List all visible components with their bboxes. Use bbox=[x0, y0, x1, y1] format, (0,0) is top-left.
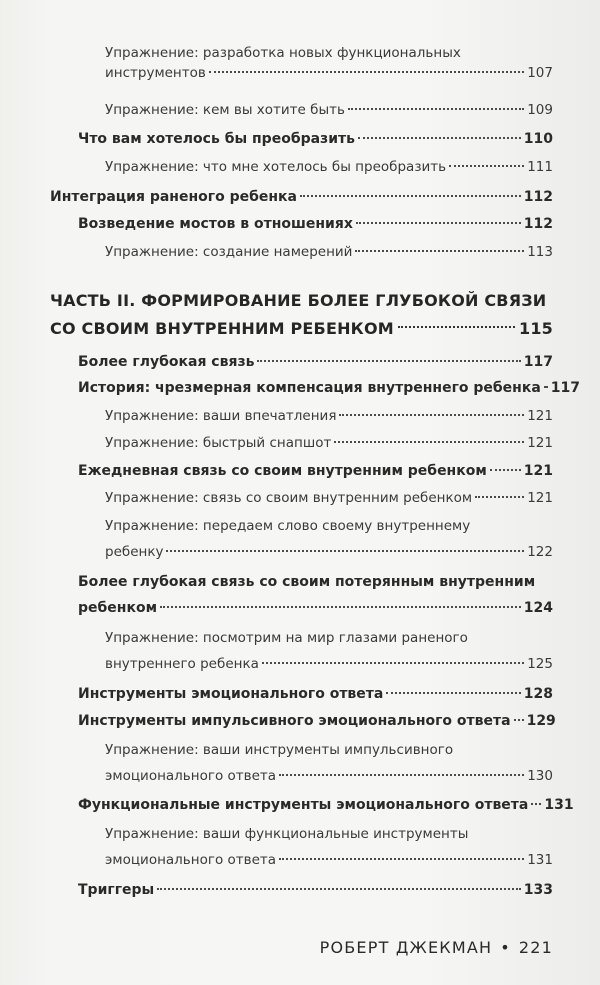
toc-entry bbox=[78, 352, 553, 372]
toc-entry bbox=[78, 880, 553, 900]
toc-entry bbox=[78, 684, 553, 704]
leader-dots bbox=[475, 496, 524, 498]
page-number: 112 bbox=[523, 216, 553, 232]
leader-dots bbox=[398, 326, 515, 328]
toc-entry bbox=[50, 187, 553, 207]
toc-entry-text: Упражнение: быстрый снапшот bbox=[105, 435, 332, 451]
leader-dots bbox=[262, 662, 524, 664]
part-title: ЧАСТЬ II. ФОРМИРОВАНИЕ БОЛЕЕ ГЛУБОКОЙ СВЯЗИ bbox=[50, 291, 547, 310]
page-number: 128 bbox=[523, 686, 553, 702]
page-number: 130 bbox=[527, 768, 553, 784]
page-number: 109 bbox=[527, 102, 553, 118]
page-number: 133 bbox=[523, 882, 553, 898]
page-number: 107 bbox=[527, 65, 553, 81]
toc-entry bbox=[78, 461, 553, 481]
leader-dots bbox=[166, 550, 524, 552]
page-number: 121 bbox=[527, 490, 553, 506]
toc-entry bbox=[78, 572, 553, 618]
leader-dots bbox=[358, 137, 521, 139]
leader-dots bbox=[160, 606, 521, 608]
toc-entry-text: Упражнение: посмотрим на мир глазами раненого bbox=[105, 630, 468, 646]
toc-entry-text: История: чрезмерная компенсация внутреннего ребенка bbox=[78, 380, 541, 396]
toc-entry bbox=[78, 378, 581, 398]
toc-entry-text: ребенком bbox=[78, 600, 158, 616]
toc-entry-text: Упражнение: кем вы хотите быть bbox=[105, 102, 345, 118]
page-number: 129 bbox=[526, 713, 556, 729]
toc-entry bbox=[105, 242, 553, 262]
page-number: 117 bbox=[550, 380, 581, 396]
toc-entry bbox=[105, 628, 553, 674]
leader-dots bbox=[544, 386, 548, 388]
toc-entry-text: внутреннего ребенка bbox=[105, 656, 259, 672]
toc-entry-text: Упражнение: ваши впечатления bbox=[105, 408, 337, 424]
toc-entry-text: ребенку bbox=[105, 544, 164, 560]
page-number: 115 bbox=[519, 319, 553, 338]
toc-entry-text: Более глубокая связь со своим потерянным внутренним bbox=[78, 574, 536, 590]
leader-dots bbox=[279, 774, 524, 776]
page-number: 121 bbox=[523, 463, 553, 479]
page-number: 121 bbox=[527, 435, 553, 451]
author-name: РОБЕРТ ДЖЕКМАН bbox=[319, 938, 493, 957]
toc-entry-text: Упражнение: разработка новых функциональных bbox=[105, 45, 461, 61]
toc-entry bbox=[105, 43, 553, 83]
toc-entry bbox=[105, 488, 553, 508]
leader-dots bbox=[386, 692, 520, 694]
part-heading bbox=[50, 287, 553, 343]
leader-dots bbox=[514, 719, 524, 721]
toc-entry bbox=[105, 157, 553, 177]
leader-dots bbox=[257, 360, 520, 362]
toc-entry bbox=[78, 214, 553, 234]
toc-entry-text: Функциональные инструменты эмоционального ответа bbox=[78, 797, 529, 813]
toc-entry bbox=[105, 406, 553, 426]
toc-entry-text: Что вам хотелось бы преобразить bbox=[78, 131, 355, 147]
leader-dots bbox=[334, 441, 524, 443]
toc-entry bbox=[78, 129, 553, 149]
page-number: 121 bbox=[527, 408, 553, 424]
toc-entry-text: Упражнение: передаем слово своему внутреннему bbox=[105, 518, 471, 534]
page-number: 117 bbox=[523, 354, 553, 370]
leader-dots bbox=[531, 803, 541, 805]
leader-dots bbox=[356, 222, 521, 224]
leader-dots bbox=[449, 165, 524, 167]
leader-dots bbox=[348, 108, 524, 110]
page-number: 124 bbox=[523, 600, 553, 616]
toc-entry bbox=[105, 824, 553, 870]
footer-page-number: 221 bbox=[518, 938, 553, 957]
toc-entry-text: Упражнение: связь со своим внутренним ребенком bbox=[105, 490, 473, 506]
toc-entry-text: Триггеры bbox=[78, 882, 155, 898]
toc-entry bbox=[105, 433, 553, 453]
leader-dots bbox=[300, 195, 521, 197]
toc-entry bbox=[78, 795, 574, 815]
page-number: 131 bbox=[544, 797, 574, 813]
toc-entry-text: инструментов bbox=[105, 65, 206, 81]
leader-dots bbox=[157, 888, 521, 890]
leader-dots bbox=[339, 414, 524, 416]
bullet-separator: • bbox=[500, 938, 511, 957]
page-number: 122 bbox=[527, 544, 553, 560]
page-number: 111 bbox=[527, 159, 553, 175]
toc-entry-text: Возведение мостов в отношениях bbox=[78, 216, 353, 232]
toc-entry-text: Упражнение: ваши функциональные инструменты bbox=[105, 826, 469, 842]
toc-entry-text: эмоционального ответа bbox=[105, 768, 277, 784]
page-number: 131 bbox=[527, 852, 553, 868]
toc-entry-text: Инструменты эмоционального ответа bbox=[78, 686, 384, 702]
toc-entry bbox=[105, 740, 553, 786]
page-number: 110 bbox=[523, 131, 553, 147]
toc-entry-text: Упражнение: что мне хотелось бы преобразить bbox=[105, 159, 447, 175]
toc-entry-text: Упражнение: создание намерений bbox=[105, 244, 353, 260]
page-number: 125 bbox=[527, 656, 553, 672]
toc-entry-text: Ежедневная связь со своим внутренним ребенком bbox=[78, 463, 487, 479]
toc-entry-text: Упражнение: ваши инструменты импульсивного bbox=[105, 742, 454, 758]
toc-entry bbox=[78, 711, 556, 731]
leader-dots bbox=[209, 71, 524, 73]
toc-entry-text: Инструменты импульсивного эмоционального ответа bbox=[78, 713, 511, 729]
part-title: СО СВОИМ ВНУТРЕННИМ РЕБЕНКОМ bbox=[50, 319, 394, 338]
toc-entry-text: Интеграция раненого ребенка bbox=[50, 189, 297, 205]
leader-dots bbox=[279, 858, 524, 860]
leader-dots bbox=[355, 250, 524, 252]
page-number: 112 bbox=[523, 189, 553, 205]
leader-dots bbox=[490, 469, 521, 471]
toc-entry bbox=[105, 516, 553, 562]
page-footer bbox=[320, 938, 553, 957]
toc-entry bbox=[105, 100, 553, 120]
toc-entry-text: эмоционального ответа bbox=[105, 852, 277, 868]
page-number: 113 bbox=[527, 244, 553, 260]
toc-entry-text: Более глубокая связь bbox=[78, 354, 255, 370]
